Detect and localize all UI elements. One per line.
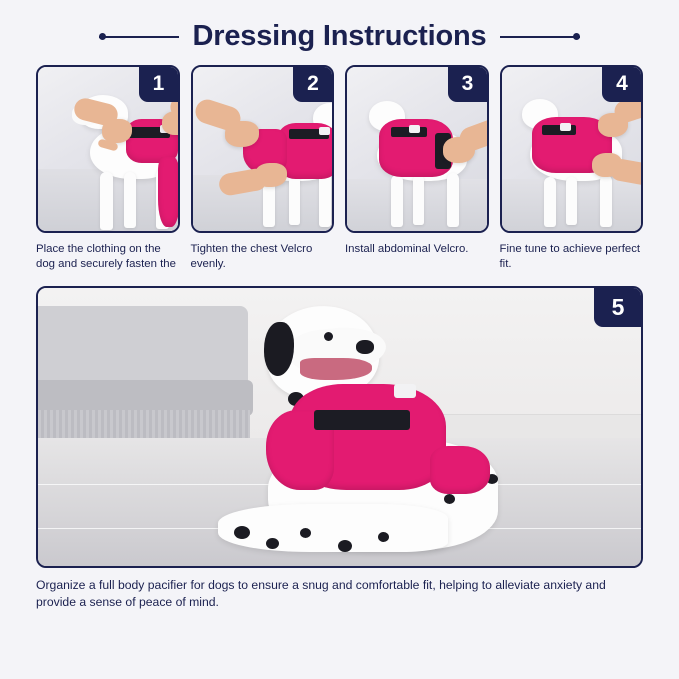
step-image-1	[36, 65, 180, 233]
step-number-badge-5: 5	[594, 287, 642, 327]
step-number-badge-4: 4	[602, 66, 642, 102]
header-rule-right	[500, 36, 580, 38]
step-card-1	[36, 65, 180, 272]
page-title: Dressing Instructions	[192, 20, 487, 52]
step-card-3	[345, 65, 489, 272]
step-image-2	[191, 65, 335, 233]
step-caption-2: Tighten the chest Velcro evenly.	[190, 243, 313, 271]
hero-caption: Organize a full body pacifier for dogs to ensure a snug and comfortable fit, helping to alleviate anxiety and provide a sense of peace of mind.	[36, 578, 606, 609]
steps-row	[36, 65, 643, 272]
hero-card	[36, 286, 643, 610]
step-number-badge-2: 2	[293, 66, 333, 102]
step-image-3	[345, 65, 489, 233]
hero-image	[36, 286, 643, 568]
illustration-scene-5	[38, 288, 641, 566]
step-card-2	[191, 65, 335, 272]
step-caption-1: Place the clothing on the dog and securely fasten the	[36, 243, 176, 271]
step-caption-4: Fine tune to achieve perfect fit.	[499, 243, 641, 271]
header-rule-left	[99, 36, 179, 38]
page-header	[36, 0, 643, 65]
step-card-4	[500, 65, 644, 272]
step-caption-3: Install abdominal Velcro.	[345, 243, 469, 255]
step-number-badge-3: 3	[448, 66, 488, 102]
step-image-4	[500, 65, 644, 233]
step-number-badge-1: 1	[139, 66, 179, 102]
